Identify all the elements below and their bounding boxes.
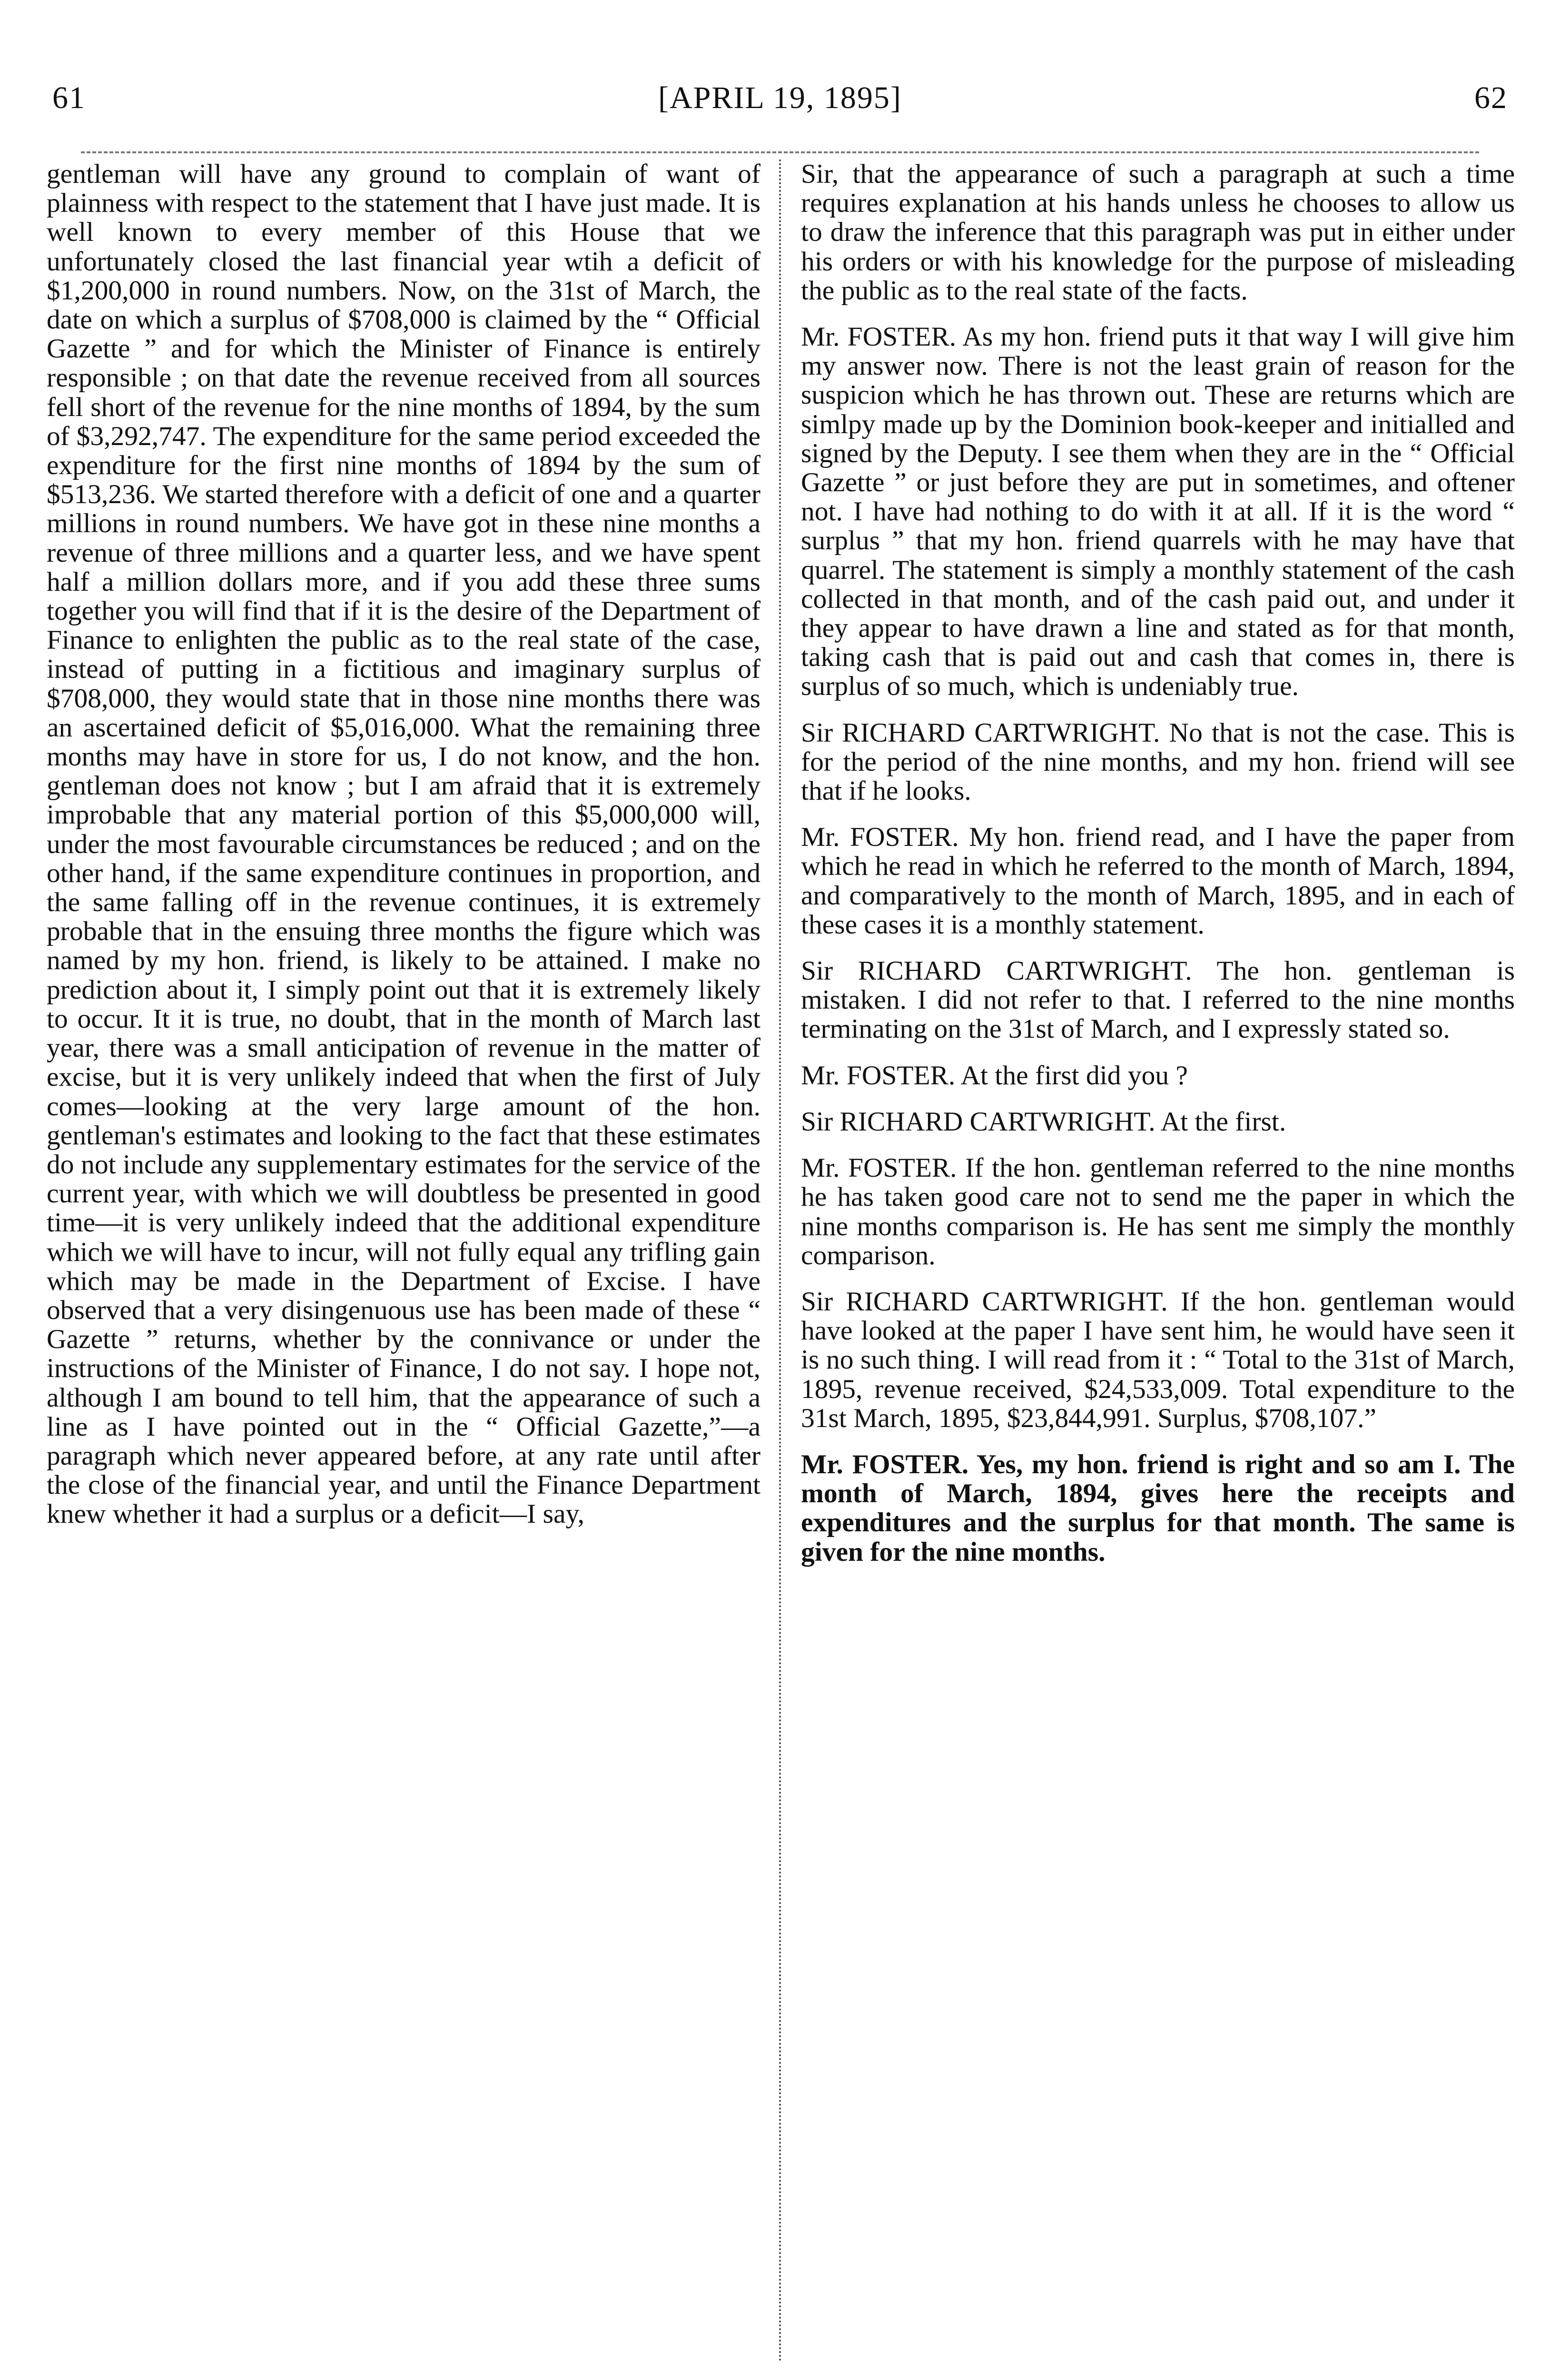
page-number-right: 62 — [1474, 80, 1508, 115]
speech-paragraph: Mr. FOSTER. My hon. friend read, and I have the paper from which he read in which he referred to the month of March, 1894, and comparatively to the month of March, 1895, and in each of these cases it is a monthly statement. — [801, 822, 1515, 940]
column-divider — [779, 159, 781, 2363]
speech-paragraph: Mr. FOSTER. Yes, my hon. friend is right and so am I. The month of March, 1894, gives here the receipts and expenditures and the surplus for that month. The same is given for the nine months. — [801, 1449, 1515, 1567]
speech-paragraph: Sir RICHARD CARTWRIGHT. The hon. gentleman is mistaken. I did not refer to that. I referred to the nine months terminating on the 31st of March, and I expressly stated so. — [801, 956, 1515, 1044]
paragraph: gentleman will have any ground to complain of want of plainness with respect to the statement that I have just made. It is well known to every member of this House that we unfortunately closed the last financial year wtih a deficit of $1,200,000 in round numbers. Now, on the 31st of March, the date on which a surplus of $708,000 is claimed by the “ Official Gazette ” and for which the Minister of Finance is entirely responsible ; on that date the revenue received from all sources fell short of the revenue for the nine months of 1894, by the sum of $3,292,747. The expenditure for the same period exceeded the expenditure for the first nine months of 1894 by the sum of $513,236. We started therefore with a deficit of one and a quarter millions in round numbers. We have got in these nine months a revenue of three millions and a quarter less, and we have spent half a million dollars more, and if you add these three sums together you will find that if it is the desire of the Department of Finance to enlighten the public as to the real state of the case, instead of putting in a fictitious and imaginary surplus of $708,000, they would state that in those nine months there was an ascertained deficit of $5,016,000. What the remaining three months may have in store for us, I do not know, and the hon. gentleman does not know ; but I am afraid that it is extremely improbable that any material portion of this $5,000,000 will, under the most favourable circumstances be reduced ; and on the other hand, if the same expenditure continues in proportion, and the same falling off in the revenue continues, it is extremely probable that in the ensuing three months the figure which was named by my hon. friend, is likely to be attained. I make no prediction about it, I simply point out that it is extremely likely to occur. It it is true, no doubt, that in the month of March last year, there was a small anticipation of revenue in the matter of excise, but it is very unlikely indeed that when the first of July comes—looking at the very large amount of the hon. gentleman's estimates and looking to the fact that these estimates do not include any supplementary estimates for the service of the current year, with which we will doubtless be presented in good time—it is very unlikely indeed that the additional expenditure which we will have to incur, will not fully equal any trifling gain which may be made in the Department of Excise. I have observed that a very disingenuous use has been made of these “ Gazette ” returns, whether by the connivance or under the instructions of the Minister of Finance, I do not say. I hope not, although I am bound to tell him, that the appearance of such a line as I have pointed out in the “ Official Gazette,”—a paragraph which never appeared before, at any rate until after the close of the financial year, and until the Finance Department knew whether it had a surplus or a deficit—I say, — [47, 159, 760, 1529]
right-column — [801, 159, 1515, 2349]
speech-paragraph: Mr. FOSTER. If the hon. gentleman referred to the nine months he has taken good care not to send me the paper in which the nine months comparison is. He has sent me simply the monthly comparison. — [801, 1153, 1515, 1270]
page-header — [52, 80, 1508, 128]
header-date: [APRIL 19, 1895] — [658, 80, 902, 115]
header-rule — [81, 151, 1479, 153]
speech-paragraph: Sir RICHARD CARTWRIGHT. If the hon. gentleman would have looked at the paper I have sent him, he would have seen it is no such thing. I will read from it : “ Total to the 31st of March, 1895, revenue received, $24,533,009. Total expenditure to the 31st March, 1895, $23,844,991. Surplus, $708,107.” — [801, 1286, 1515, 1433]
paragraph: Sir, that the appearance of such a paragraph at such a time requires explanation at his hands unless he chooses to allow us to draw the inference that this paragraph was put in either under his orders or with his knowledge for the purpose of misleading the public as to the real state of the facts. — [801, 159, 1515, 306]
page-number-left: 61 — [52, 80, 86, 115]
left-column — [47, 159, 760, 2349]
speech-paragraph: Mr. FOSTER. As my hon. friend puts it that way I will give him my answer now. There is not the least grain of reason for the suspicion which he has thrown out. These are returns which are simlpy made up by the Dominion book-keeper and initialled and signed by the Deputy. I see them when they are in the “ Official Gazette ” or just before they are put in sometimes, and oftener not. I have had nothing to do with it at all. If it is the word “ surplus ” that my hon. friend quarrels with he may have that quarrel. The statement is simply a monthly statement of the cash collected in that month, and of the cash paid out, and under it they appear to have drawn a line and stated as for that month, taking cash that is paid out and cash that comes in, there is surplus of so much, which is undeniably true. — [801, 322, 1515, 702]
speech-paragraph: Sir RICHARD CARTWRIGHT. At the first. — [801, 1106, 1286, 1137]
speech-paragraph: Mr. FOSTER. At the first did you ? — [801, 1060, 1188, 1091]
speech-paragraph: Sir RICHARD CARTWRIGHT. No that is not the case. This is for the period of the nine months, and my hon. friend will see that if he looks. — [801, 717, 1515, 806]
